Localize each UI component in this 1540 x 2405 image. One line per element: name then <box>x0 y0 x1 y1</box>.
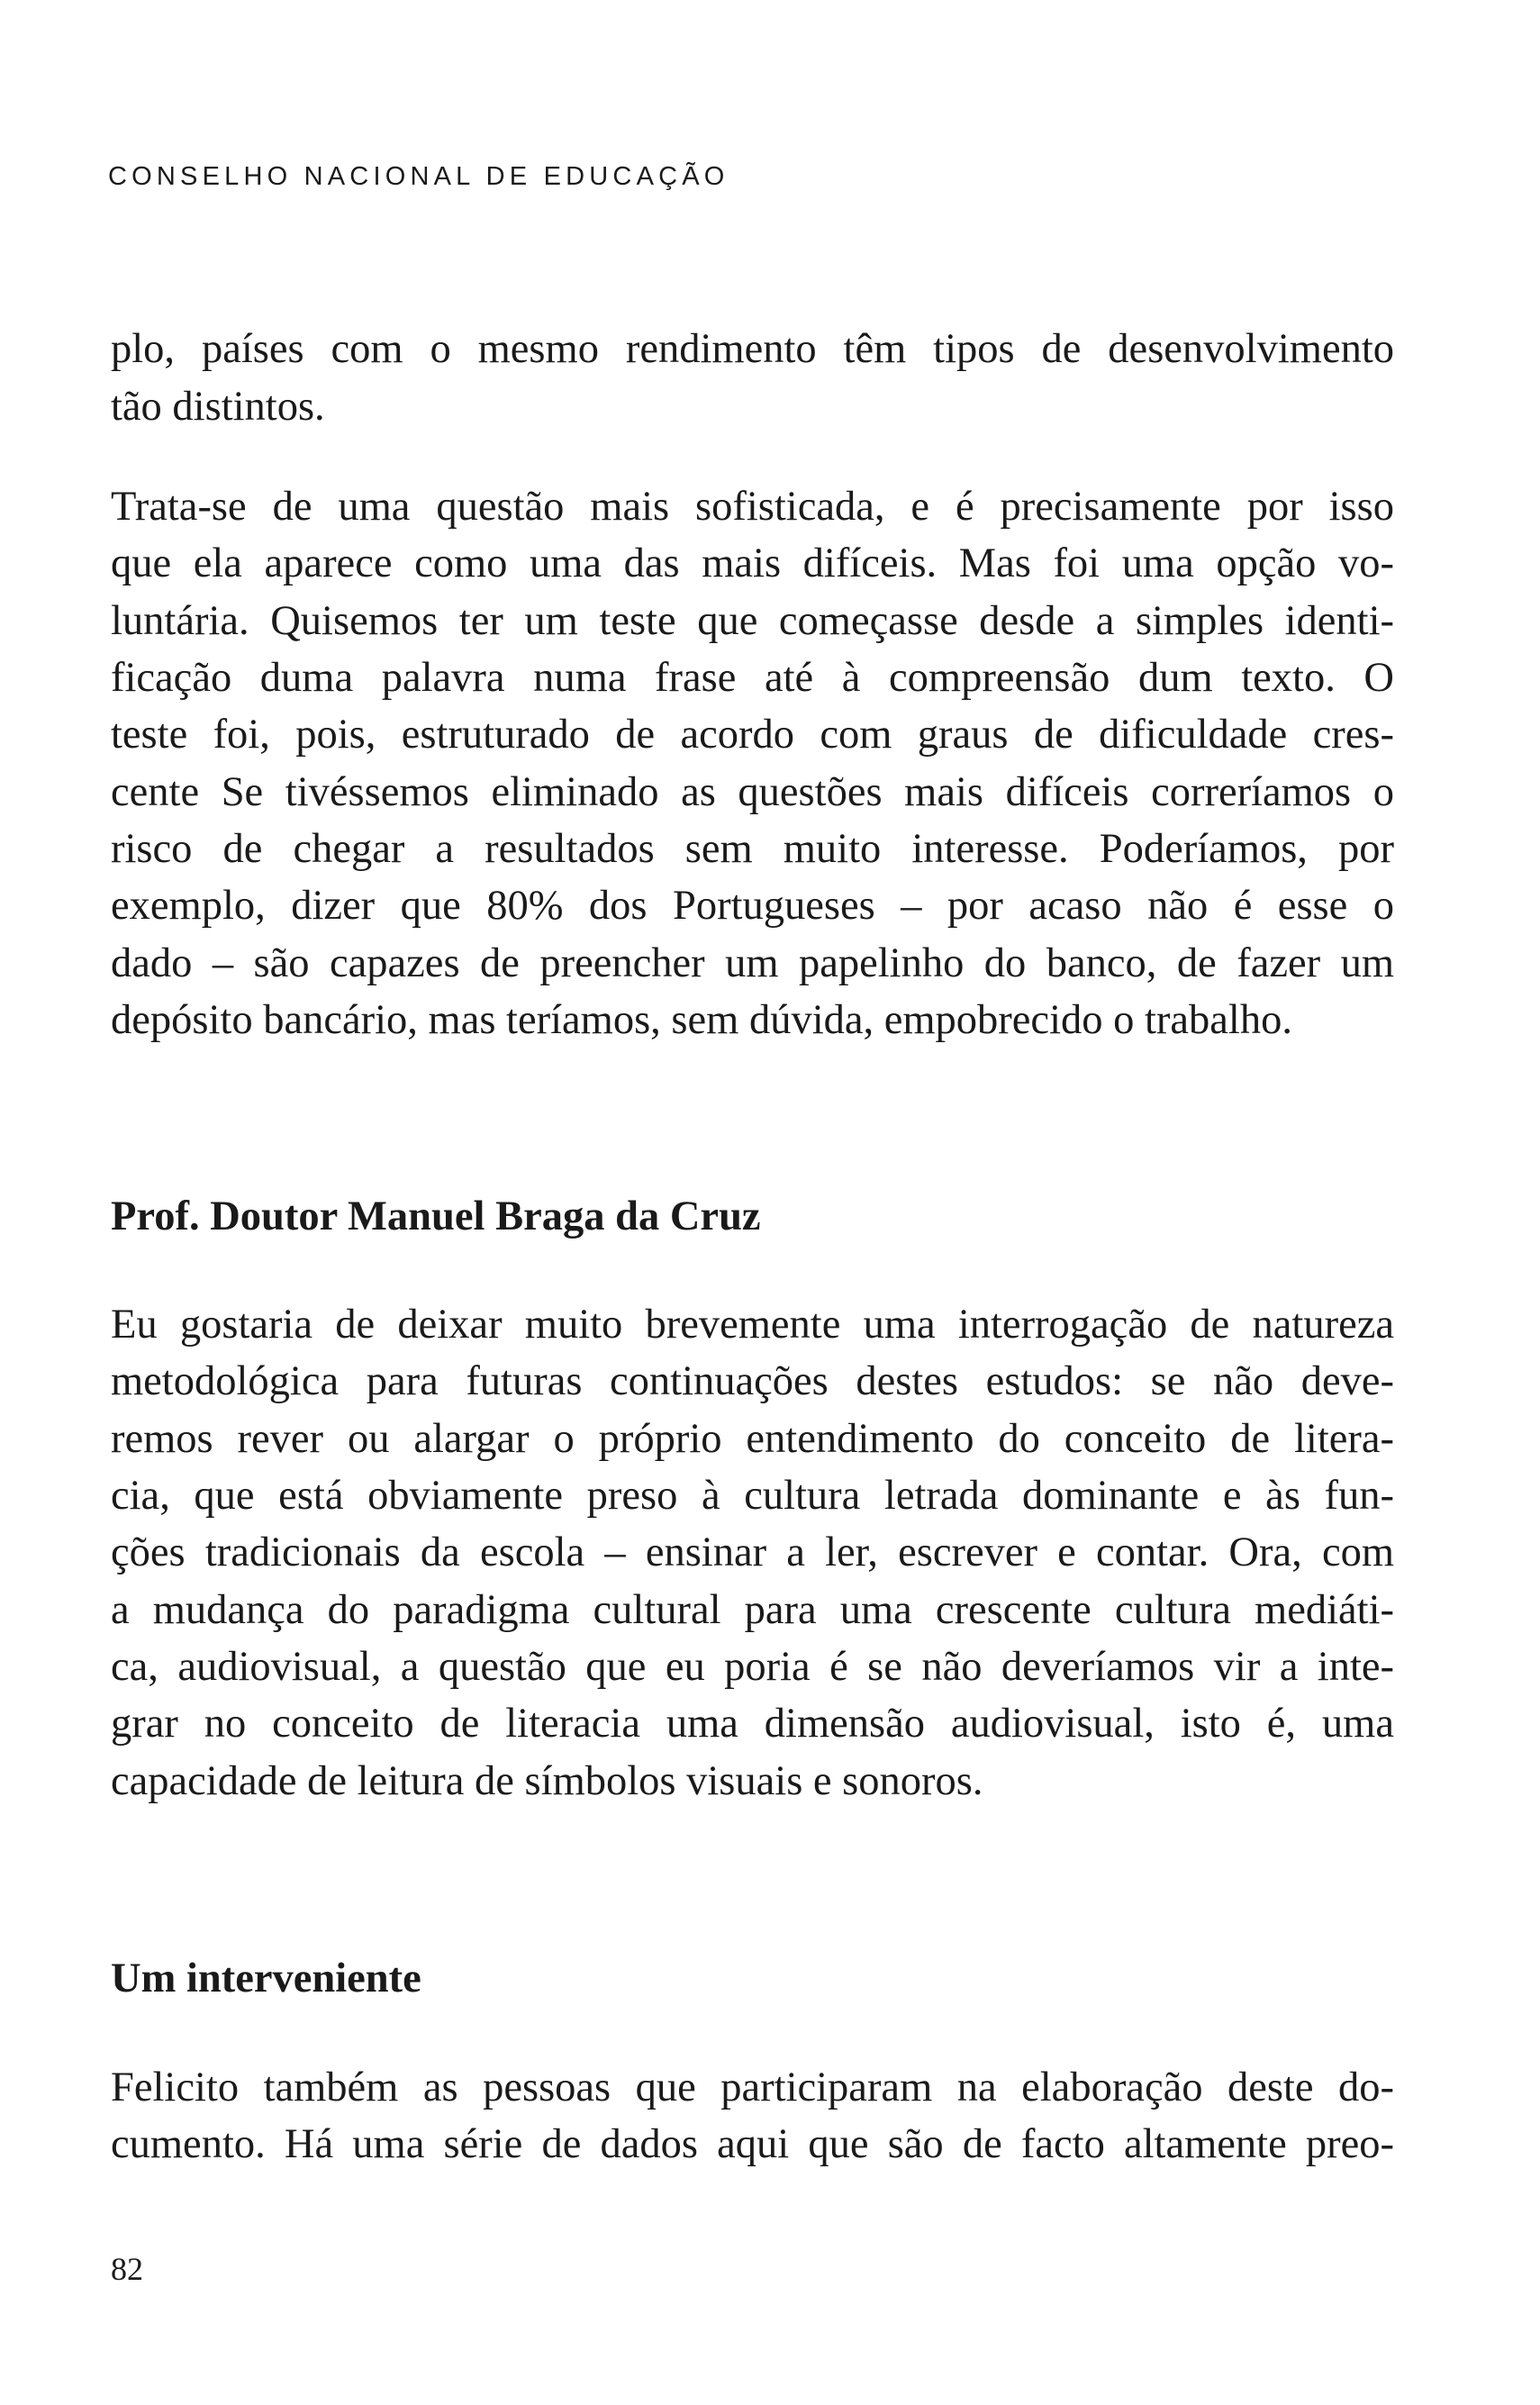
paragraph-2-line-9: dado – são capazes de preencher um papelinho do banco, de fazer um <box>111 940 1394 986</box>
paragraph-3-line-1: Eu gostaria de deixar muito brevemente uma interrogação de natureza <box>111 1302 1394 1348</box>
paragraph-4-line-1: Felicito também as pessoas que participaram na elaboração deste do- <box>111 2065 1394 2110</box>
paragraph-3-line-4: cia, que está obviamente preso à cultura letrada dominante e às fun- <box>111 1473 1394 1519</box>
paragraph-3-line-5: ções tradicionais da escola – ensinar a ler, escrever e contar. Ora, com <box>111 1529 1394 1575</box>
paragraph-2-line-7: risco de chegar a resultados sem muito interesse. Poderíamos, por <box>111 826 1394 872</box>
paragraph-2-line-8: exemplo, dizer que 80% dos Portugueses – por acaso não é esse o <box>111 883 1394 929</box>
paragraph-2-line-10: depósito bancário, mas teríamos, sem dúvida, empobrecido o trabalho. <box>111 997 1292 1043</box>
paragraph-3-line-8: grar no conceito de literacia uma dimensão audiovisual, isto é, uma <box>111 1701 1394 1747</box>
paragraph-2-line-5: teste foi, pois, estruturado de acordo com graus de dificuldade cres- <box>111 712 1394 758</box>
paragraph-1-line-1: plo, países com o mesmo rendimento têm tipos de desenvolvimento <box>111 326 1394 372</box>
paragraph-3-line-7: ca, audiovisual, a questão que eu poria é se não deveríamos vir a inte- <box>111 1644 1394 1690</box>
paragraph-3-line-2: metodológica para futuras continuações destes estudos: se não deve- <box>111 1358 1394 1404</box>
running-header: CONSELHO NACIONAL DE EDUCAÇÃO <box>108 162 729 191</box>
paragraph-2-line-6: cente Se tivéssemos eliminado as questões mais difíceis correríamos o <box>111 769 1394 815</box>
paragraph-4-line-2: cumento. Há uma série de dados aqui que são de facto altamente preo- <box>111 2121 1394 2167</box>
speaker-heading-1: Prof. Doutor Manuel Braga da Cruz <box>111 1193 761 1239</box>
paragraph-3-line-9: capacidade de leitura de símbolos visuais e sonoros. <box>111 1758 983 1804</box>
paragraph-2-line-3: luntária. Quisemos ter um teste que começasse desde a simples identi- <box>111 598 1394 644</box>
speaker-heading-2: Um interveniente <box>111 1956 421 2001</box>
paragraph-3-line-6: a mudança do paradigma cultural para uma crescente cultura mediáti- <box>111 1587 1394 1633</box>
paragraph-3-line-3: remos rever ou alargar o próprio entendimento do conceito de litera- <box>111 1416 1394 1462</box>
paragraph-2-line-2: que ela aparece como uma das mais difíceis. Mas foi uma opção vo- <box>111 540 1394 586</box>
paragraph-1-line-2: tão distintos. <box>111 384 325 430</box>
paragraph-2-line-1: Trata-se de uma questão mais sofisticada, e é precisamente por isso <box>111 484 1394 530</box>
paragraph-2-line-4: ficação duma palavra numa frase até à compreensão dum texto. O <box>111 655 1394 701</box>
page-number: 82 <box>111 2251 143 2287</box>
